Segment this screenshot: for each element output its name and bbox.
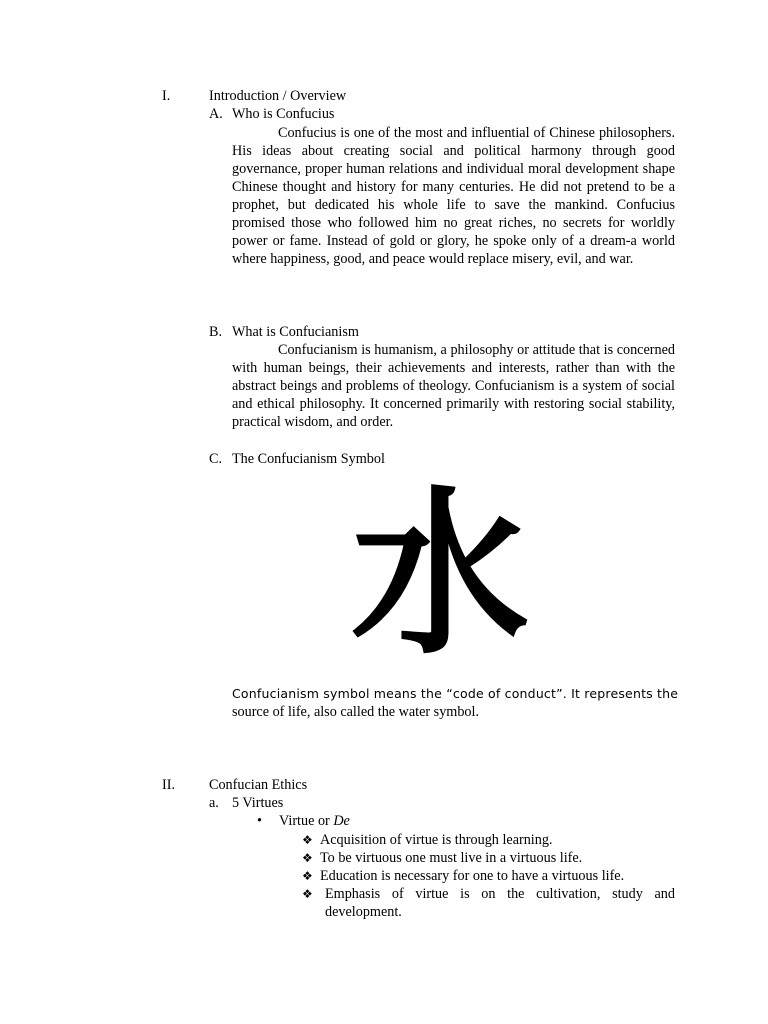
diamond-bullet-icon: ❖ (302, 869, 313, 883)
who-is-confucius-paragraph: Confucius is one of the most and influential of Chinese philosophers. His ideas about creating social and political harmony through good governance, proper human relations and individual moral development shape Chinese thought and history for many centuries. He did not pretend to be a prophet, but dedicated his whole life to save the mankind. Confucius promised those who followed him no great riches, no secrets for worldly power or fame. Instead of gold or glory, he spoke only of a dream-a world where happiness, good, and peace would replace misery, evil, and war. (232, 125, 675, 267)
virtue-item-4: ❖ Emphasis of virtue is on the cultivation, study and development. (302, 886, 675, 920)
virtue-item-1: ❖ Acquisition of virtue is through learning. (302, 832, 553, 848)
diamond-bullet-icon: ❖ (302, 833, 313, 847)
symbol-caption-line-2: source of life, also called the water symbol. (232, 704, 480, 720)
symbol-caption (232, 685, 679, 721)
section-2-title: Confucian Ethics (209, 777, 308, 793)
subsection-a-label: A. (209, 106, 223, 122)
virtue-text: Virtue or (279, 813, 334, 829)
virtue-de-text: De (333, 813, 350, 829)
section-1-numeral: I. (162, 88, 171, 104)
section-1-title: Introduction / Overview (209, 88, 347, 104)
water-symbol-icon: 水 (351, 471, 529, 678)
bullet-dot-icon: • (257, 813, 262, 829)
virtue-item-2: ❖ To be virtuous one must live in a virtuous life. (302, 850, 583, 866)
subsection-virtues-heading: 5 Virtues (232, 795, 284, 811)
section-2-numeral: II. (162, 777, 175, 793)
subsection-a-heading: Who is Confucius (232, 106, 335, 122)
subsection-b-label: B. (209, 324, 223, 340)
subsection-c-heading: The Confucianism Symbol (232, 451, 385, 467)
what-is-confucianism-paragraph: Confucianism is humanism, a philosophy or attitude that is concerned with human beings, their achievements and interests, rather than with the abstract beings and problems of theology. Confucianism is a system of social and ethical philosophy. It concerned primarily with restoring social stability, practical wisdom, and order. (232, 342, 675, 430)
subsection-c-label: C. (209, 451, 223, 467)
diamond-bullet-icon: ❖ (302, 851, 313, 865)
virtue-item-3: ❖ Education is necessary for one to have a virtuous life. (302, 868, 625, 884)
subsection-a-lower-label: a. (209, 795, 219, 811)
symbol-caption-line-1: Confucianism symbol means the “code of conduct”. It represents the (232, 686, 679, 701)
diamond-bullet-icon: ❖ (302, 887, 313, 901)
bullet-virtue (257, 812, 350, 830)
subsection-b-heading: What is Confucianism (232, 324, 359, 340)
